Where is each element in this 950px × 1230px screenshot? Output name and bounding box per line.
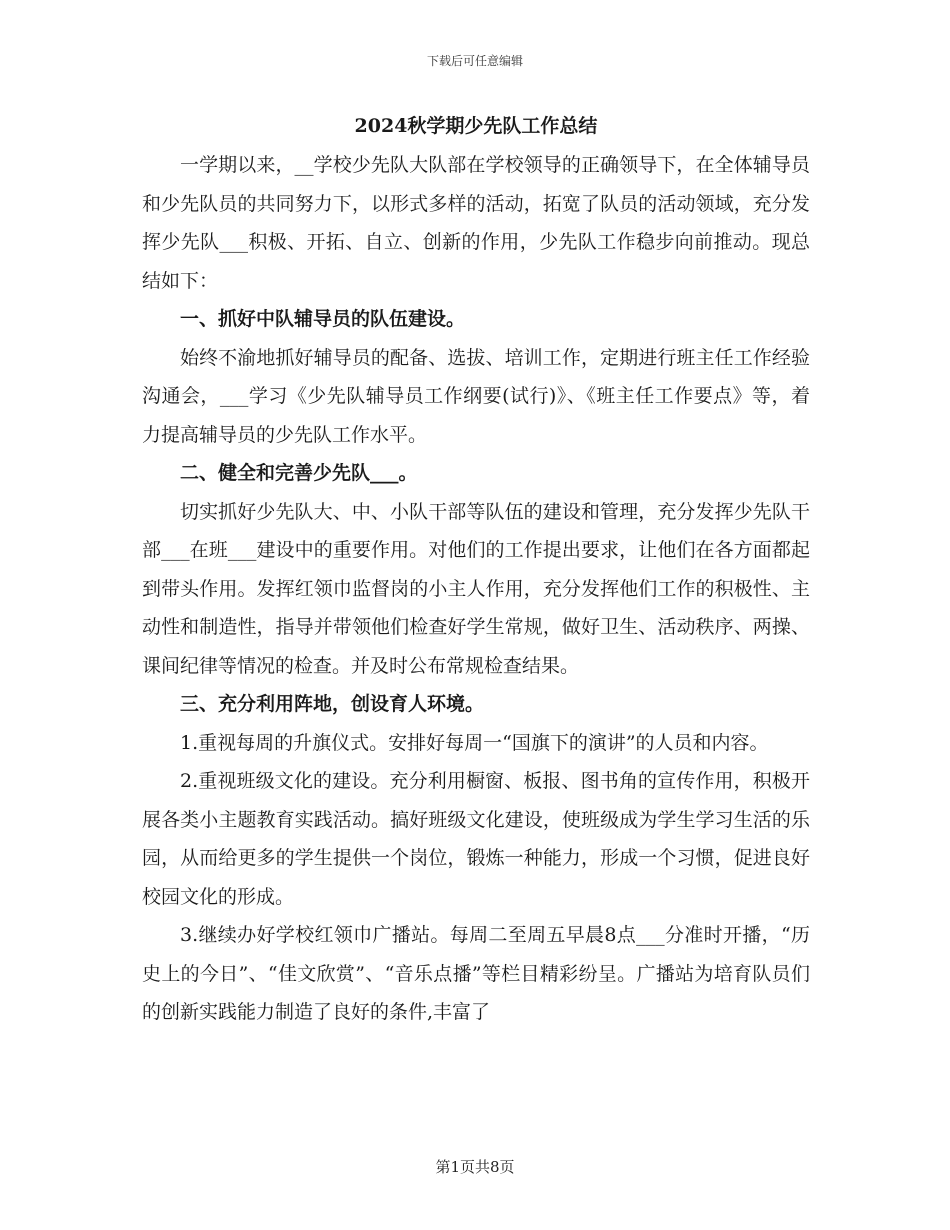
section-3-item-1: 1.重视每周的升旗仪式。安排好每周一“国旗下的演讲”的人员和内容。 <box>180 731 769 754</box>
section-3-item-3: 3.继续办好学校红领巾广播站。每周二至周五早晨8点___分准时开播，“历史上的今日”、“佳文欣赏”、“音乐点播”等栏目精彩纷呈。广播站为培育队员们的创新实践能力制造了良好的条件,丰富了 <box>142 924 810 1023</box>
header-note: 下载后可任意编辑 <box>426 54 523 68</box>
document-body <box>142 106 810 1032</box>
section-1-paragraph: 始终不渝地抓好辅导员的配备、选拔、培训工作，定期进行班主任工作经验沟通会，___学习《少先队辅导员工作纲要(试行)》、《班主任工作要点》等，着力提高辅导员的少先队工作水平。 <box>142 346 810 446</box>
section-2-paragraph: 切实抓好少先队大、中、小队干部等队伍的建设和管理，充分发挥少先队干部___在班___建设中的重要作用。对他们的工作提出要求，让他们在各方面都起到带头作用。发挥红领巾监督岗的小主人作用，充分发挥他们工作的积极性、主动性和制造性，指导并带领他们检查好学生常规，做好卫生、活动秩序、两操、课间纪律等情况的检查。并及时公布常规检查结果。 <box>142 500 810 677</box>
intro-paragraph: 一学期以来，__学校少先队大队部在学校领导的正确领导下，在全体辅导员和少先队员的共同努力下，以形式多样的活动，拓宽了队员的活动领域，充分发挥少先队___积极、开拓、自立、创新的作用，少先队工作稳步向前推动。现总结如下： <box>142 154 810 292</box>
section-heading-2: 二、健全和完善少先队___。 <box>180 462 418 484</box>
section-3-item-2: 2.重视班级文化的建设。充分利用橱窗、板报、图书角的宣传作用，积极开展各类小主题教育实践活动。搞好班级文化建设，使班级成为学生学习生活的乐园，从而给更多的学生提供一个岗位，锻炼一种能力，形成一个习惯，促进良好校园文化的形成。 <box>142 770 810 908</box>
section-heading-1: 一、抓好中队辅导员的队伍建设。 <box>180 308 466 330</box>
section-heading-3: 三、充分利用阵地，创设育人环境。 <box>180 693 485 715</box>
page-footer: 第1页共8页 <box>435 1158 515 1176</box>
document-title: 2024秋学期少先队工作总结 <box>354 115 598 137</box>
